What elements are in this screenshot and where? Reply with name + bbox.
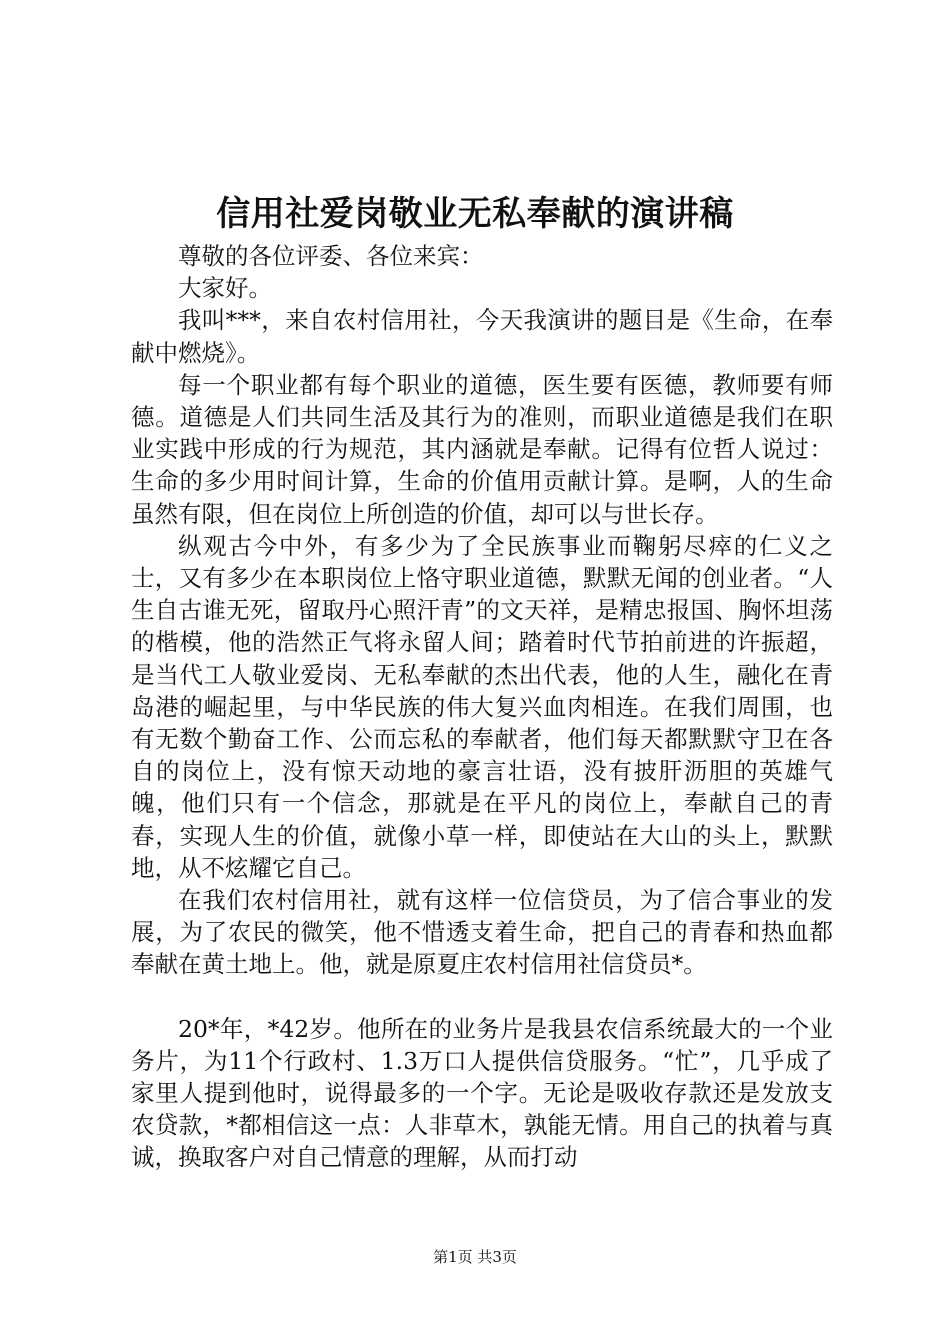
paragraph-loan-officer: 在我们农村信用社，就有这样一位信贷员，为了信合事业的发展，为了农民的微笑，他不惜透支着生命，把自己的青春和热血都奉献在黄土地上。他，就是原夏庄农村信用社信贷员*。 [131,886,833,979]
document-body [131,240,833,1174]
paragraph-story: 20*年，*42岁。他所在的业务片是我县农信系统最大的一个业务片，为11个行政村、1.3万口人提供信贷服务。“忙”，几乎成了家里人提到他时，说得最多的一个字。无论是吸收存款还是发放支农贷款，*都相信这一点：人非草木，孰能无情。用自己的执着与真诚，换取客户对自己情意的理解，从而打动 [131,1014,833,1172]
paragraph-salutation: 尊敬的各位评委、各位来宾： [178,242,484,270]
paragraph-greeting: 大家好。 [178,274,272,303]
page-indicator: 第1页 共3页 [433,1248,517,1266]
paragraph-intro: 我叫***，来自农村信用社，今天我演讲的题目是《生命，在奉献中燃烧》。 [131,306,833,367]
paragraph-examples: 纵观古今中外，有多少为了全民族事业而鞠躬尽瘁的仁义之士，又有多少在本职岗位上恪守职业道德，默默无闻的创业者。“人生自古谁无死，留取丹心照汗青”的文天祥，是精忠报国、胸怀坦荡的楷模，他的浩然正气将永留人间；踏着时代节拍前进的许振超，是当代工人敬业爱岗、无私奉献的杰出代表，他的人生，融化在青岛港的崛起里，与中华民族的伟大复兴血肉相连。在我们周围，也有无数个勤奋工作、公而忘私的奉献者，他们每天都默默守卫在各自的岗位上，没有惊天动地的豪言壮语，没有披肝沥胆的英雄气魄，他们只有一个信念，那就是在平凡的岗位上，奉献自己的青春，实现人生的价值，就像小草一样，即使站在大山的头上，默默地，从不炫耀它自己。 [131,531,833,882]
page-title: 信用社爱岗敬业无私奉献的演讲稿 [216,194,734,234]
paragraph-ethics: 每一个职业都有每个职业的道德，医生要有医德，教师要有师德。道德是人们共同生活及其行为的准则，而职业道德是我们在职业实践中形成的行为规范，其内涵就是奉献。记得有位哲人说过：生命的多少用时间计算，生命的价值用贡献计算。是啊，人的生命虽然有限，但在岗位上所创造的价值，却可以与世长存。 [131,370,833,528]
